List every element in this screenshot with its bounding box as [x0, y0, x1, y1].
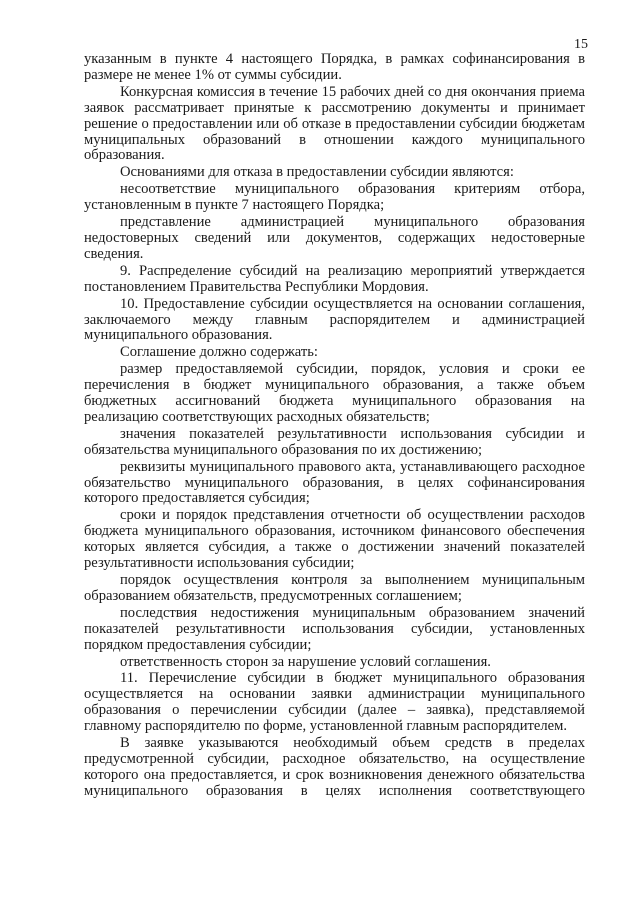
paragraph: ответственность сторон за нарушение условий соглашения.	[120, 653, 491, 670]
paragraph: 10. Предоставление субсидии осуществляется на основании соглашения, заключаемого между главным распорядителем и администрацией муниципального образования.	[84, 295, 585, 344]
paragraph: несоответствие муниципального образования критериям отбора, установленным в пункте 7 настоящего Порядка;	[84, 181, 585, 214]
paragraph: представление администрацией муниципального образования недостоверных сведений или документов, содержащих недостоверные сведения.	[84, 214, 585, 262]
paragraph: указанным в пункте 4 настоящего Порядка, в рамках софинансирования в размере не менее 1% от суммы субсидии.	[84, 51, 585, 83]
paragraph: порядок осуществления контроля за выполнением муниципальным образованием обязательств, предусмотренных соглашением;	[84, 572, 585, 604]
paragraph: размер предоставляемой субсидии, порядок, условия и сроки ее перечисления в бюджет муниципального образования, а также объем бюджетных ассигнований бюджета муниципального образования на реализацию соответствующих расходных обязательств;	[84, 361, 585, 425]
paragraph: последствия недостижения муниципальным образованием значений показателей результативности использования субсидии, установленных порядком предоставления субсидии;	[84, 604, 585, 653]
paragraph: значения показателей результативности использования субсидии и обязательства муниципального образования по их достижению;	[84, 425, 585, 458]
paragraph: сроки и порядок представления отчетности об осуществлении расходов бюджета муниципального образования, источником финансового обеспечения которых является субсидия, а также о достижении значений показателей результативности использования субсидии;	[84, 507, 585, 572]
page-number: 15	[574, 37, 588, 52]
paragraph: реквизиты муниципального правового акта, устанавливающего расходное обязательство муниципального образования, в целях софинансирования которого предоставляется субсидия;	[84, 458, 585, 507]
paragraph: Конкурсная комиссия в течение 15 рабочих дней со дня окончания приема заявок рассматривает принятые к рассмотрению документы и принимает решение о предоставлении или об отказе в предоставлении субсидии бюджетам муниципальных образований в отношении каждого муниципального образования.	[84, 83, 585, 164]
paragraph: 11. Перечисление субсидии в бюджет муниципального образования осуществляется на основании заявки администрации муниципального образования о перечислении субсидии (далее – заявка), представляемой главному распорядителю по форме, установленной главным распорядителем.	[84, 670, 585, 735]
document-body	[84, 52, 585, 801]
paragraph: В заявке указываются необходимый объем средств в пределах предусмотренной субсидии, расходное обязательство, на осуществление которого она предоставляется, и срок возникновения денежного обязательства муниципального образования в целях исполнения соответствующего	[84, 735, 585, 799]
paragraph: Основаниями для отказа в предоставлении субсидии являются:	[120, 164, 514, 181]
paragraph: 9. Распределение субсидий на реализацию мероприятий утверждается постановлением Правительства Республики Мордовия.	[84, 262, 585, 295]
paragraph: Соглашение должно содержать:	[120, 344, 318, 361]
